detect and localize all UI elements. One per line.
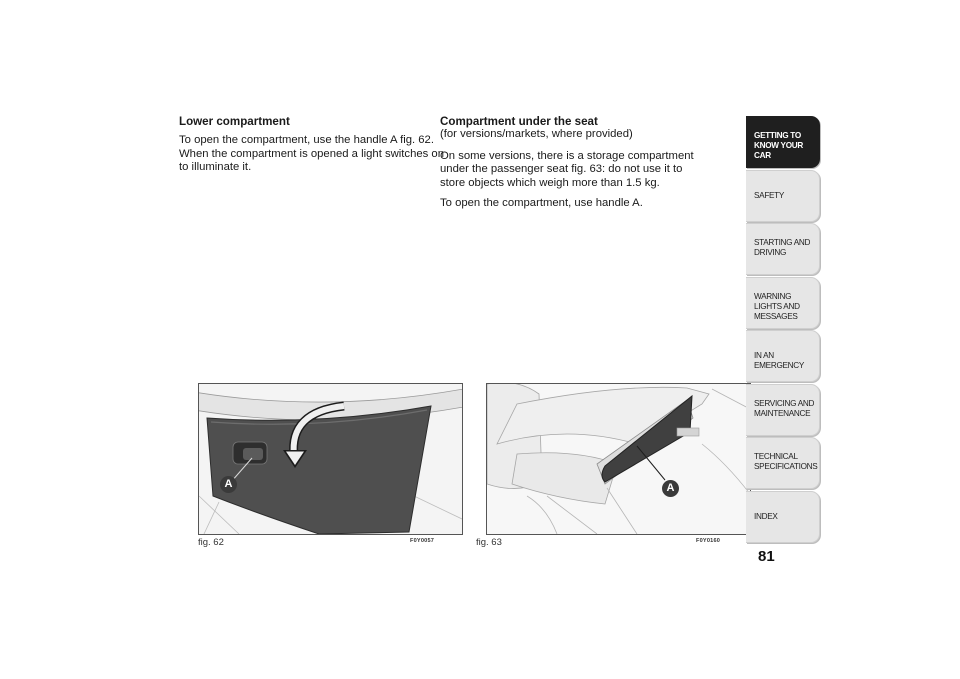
lower-compartment-text: To open the compartment, use the handle A fig. 62. When the compartment is opened a light switches on to illuminate it.: [179, 134, 444, 174]
figure-63-illustration: [486, 383, 751, 535]
figure-62-caption: fig. 62: [198, 537, 224, 548]
tab-starting-and-driving[interactable]: [746, 223, 820, 275]
tab-label: STARTING AND DRIVING: [754, 238, 811, 257]
tab-label: SAFETY: [754, 190, 785, 200]
seat-compartment-illustration: [487, 384, 750, 534]
section-heading-compartment-under-seat: Compartment under the seat: [440, 115, 598, 128]
tab-label: IN AN EMERGENCY: [754, 351, 805, 370]
glovebox-illustration: [199, 384, 462, 534]
figure-62-illustration: [198, 383, 463, 535]
tab-label: GETTING TO KNOW YOUR CAR: [754, 131, 804, 160]
tab-in-an-emergency[interactable]: [746, 330, 820, 382]
callout-a-fig63: A: [662, 480, 679, 497]
section-subheading: (for versions/markets, where provided): [440, 128, 633, 141]
tab-index[interactable]: [746, 491, 820, 543]
figure-62-code: F0Y0057: [410, 538, 435, 544]
tab-servicing-and-maintenance[interactable]: [746, 384, 820, 436]
left-column: [179, 115, 447, 182]
under-seat-text-1: On some versions, there is a storage compartment under the passenger seat fig. 63: do not use it to store objects which weigh more than 1.5 kg.: [440, 149, 694, 189]
section-heading-lower-compartment: Lower compartment: [179, 115, 290, 128]
under-seat-text-2: To open the compartment, use handle A.: [440, 197, 643, 210]
section-tabs: [746, 116, 820, 544]
tab-safety[interactable]: [746, 170, 820, 222]
tab-label: SERVICING AND MAINTENANCE: [754, 398, 815, 418]
tab-label: TECHNICAL SPECIFICATIONS: [754, 452, 818, 471]
figure-63-caption: fig. 63: [476, 537, 502, 548]
tab-label: INDEX: [754, 511, 778, 521]
right-column: [440, 115, 708, 217]
tab-warning-lights-and-messages[interactable]: [746, 277, 820, 329]
tab-label: WARNING LIGHTS AND MESSAGES: [754, 291, 800, 321]
tab-technical-specifications[interactable]: [746, 437, 820, 489]
page-number: 81: [758, 548, 775, 565]
callout-a-fig62: A: [220, 476, 237, 493]
figure-63-code: F0Y0160: [696, 538, 721, 544]
tab-getting-to-know-your-car[interactable]: [746, 116, 820, 168]
